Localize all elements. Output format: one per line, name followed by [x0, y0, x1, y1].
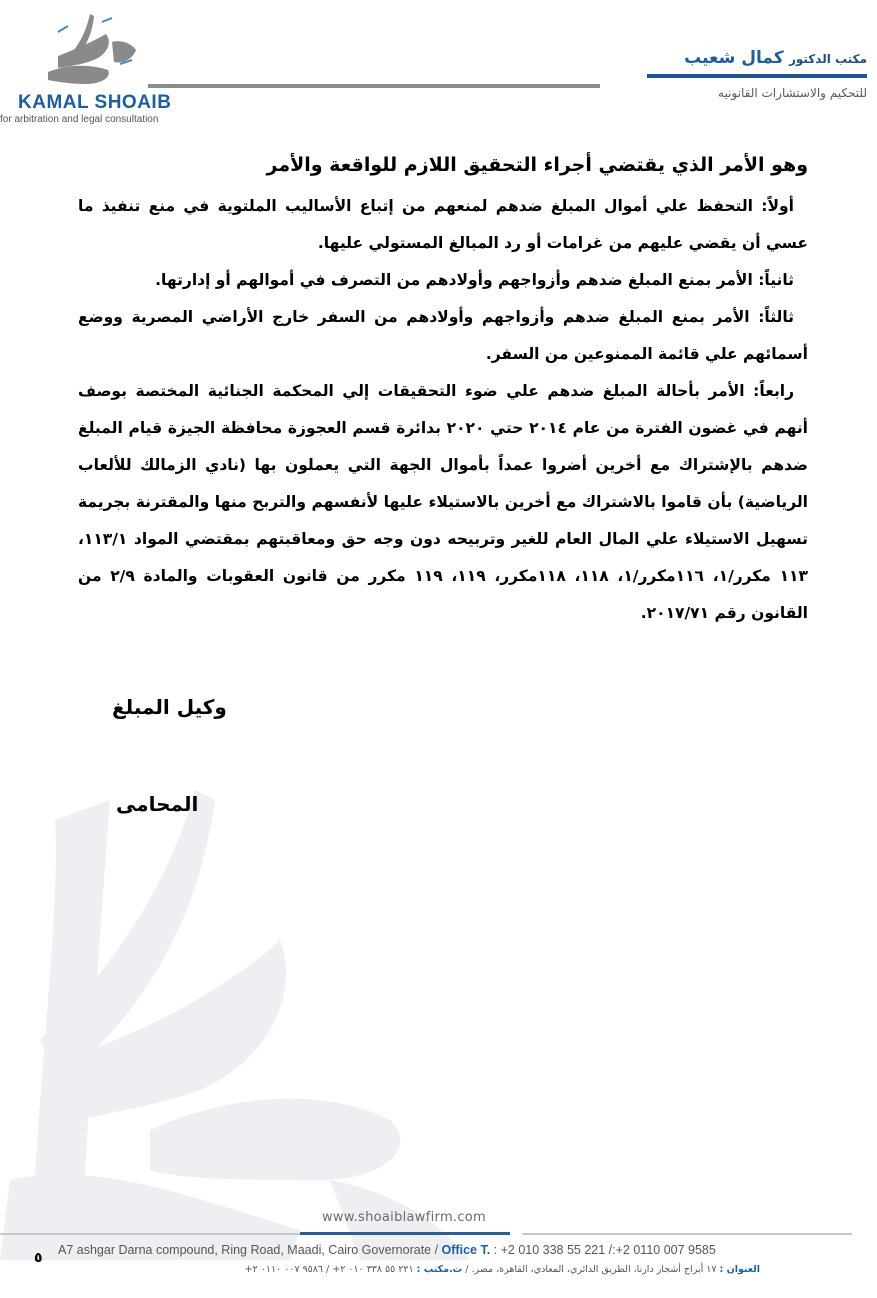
office-prefix: مكتب الدكتور	[788, 52, 867, 66]
footer-address-english	[58, 1243, 716, 1257]
footer-divider-blue	[300, 1232, 510, 1235]
office-header	[607, 48, 867, 118]
request-item	[78, 373, 808, 632]
item-text: الأمر بمنع المبلغ ضدهم وأزواجهم وأولادهم من التصرف في أموالهم أو إدارتها.	[155, 271, 759, 289]
item-text: الأمر بمنع المبلغ ضدهم وأزواجهم وأولادهم من السفر خارج الأراضي المصرية ووضع أسمائهم علي قائمة الممنوعين من السفر.	[78, 308, 808, 363]
item-text: التحفظ علي أموال المبلغ ضدهم لمنعهم من إتباع الأساليب الملتوية في منع تنفيذ ما عسي أن يقضي عليهم من غرامات أو رد المبالغ المستولي عليها.	[78, 197, 808, 252]
footer-address-en-text: A7 ashgar Darna compound, Ring Road, Maadi, Cairo Governorate /	[58, 1243, 442, 1257]
item-lead: رابعاً:	[753, 382, 794, 400]
footer-address-arabic	[80, 1264, 760, 1275]
item-lead: ثانياً:	[758, 271, 794, 289]
page-number: ٥	[34, 1250, 43, 1266]
section-heading: وهو الأمر الذي يقتضي أجراء التحقيق اللازم للواقعة والأمر	[266, 154, 808, 176]
item-lead: ثالثاً:	[758, 308, 794, 326]
footer-divider-left	[0, 1233, 300, 1235]
header-divider-gray	[148, 84, 600, 88]
watermark-calligraphy-icon	[0, 760, 520, 1260]
item-text: الأمر بأحالة المبلغ ضدهم علي ضوء التحقيقات إلي المحكمة الجنائية المختصة بوصف أنهم في غضون الفترة من عام ٢٠١٤ حتي ٢٠٢٠ بدائرة قسم العجوزة محافظة الجيزة قيام المبلغ ضدهم بالإشتراك مع أخرين أضروا عمداً بأموال الجهة التي يعملون بها (نادي الزمالك للألعاب الرياضية) بأن قاموا بالاشتراك مع أخرين بالاستيلاء عليها لأنفسهم والتربح منها والمقترنة بجريمة تسهيل الاستيلاء علي المال العام للغير وتربيحه دون وجه حق ومعاقبتهم بمقتضي المواد ١١٣/١، ١١٣ مكرر/١، ١١٦مكرر/١، ١١٨، ١١٨مكرر، ١١٩، ١١٩ مكرر من قانون العقوبات والمادة ٢/٩ من القانون رقم ٢٠١٧/٧١.	[78, 382, 808, 622]
logo-english-tagline: for arbitration and legal consultation	[0, 114, 159, 125]
signature-agent-label: وكيل المبلغ	[112, 695, 227, 719]
footer-divider-right	[522, 1233, 852, 1235]
footer-office-tel-ar-numbers: ٢٢١ ٥٥ ٣٣٨ ٠١٠ ٢+ / ٩٥٨٦ ٠٠٧ ٠١١٠ ٢+	[244, 1264, 417, 1275]
document-body	[78, 150, 808, 632]
footer-address-ar-label: العنوان :	[719, 1264, 760, 1275]
calligraphy-logo-icon	[28, 12, 148, 94]
office-title	[607, 48, 867, 68]
footer-office-tel-numbers: : +2 010 338 55 221 /:+2 0110 007 9585	[490, 1243, 716, 1257]
request-item	[78, 299, 808, 373]
request-item	[78, 262, 808, 299]
header-divider-blue	[647, 74, 867, 78]
footer-website-link[interactable]: www.shoaiblawfirm.com	[322, 1210, 487, 1225]
item-lead: أولاً:	[761, 197, 794, 215]
office-subtitle: للتحكيم والاستشارات القانونيه	[718, 86, 867, 100]
request-item	[78, 188, 808, 262]
firm-logo	[0, 8, 180, 128]
office-name: كمال شعيب	[684, 48, 784, 68]
footer-office-tel-label: Office T.	[441, 1243, 491, 1257]
footer-office-tel-ar-label: ت.مكتب :	[416, 1264, 463, 1275]
logo-english-name: KAMAL SHOAIB	[18, 92, 172, 113]
signature-lawyer-label: المحامى	[116, 792, 199, 816]
footer-address-ar-text: ١٧ أبراج أشجار دارنا، الطريق الدائري، المعادي، القاهرة، مصر. /	[462, 1264, 720, 1275]
